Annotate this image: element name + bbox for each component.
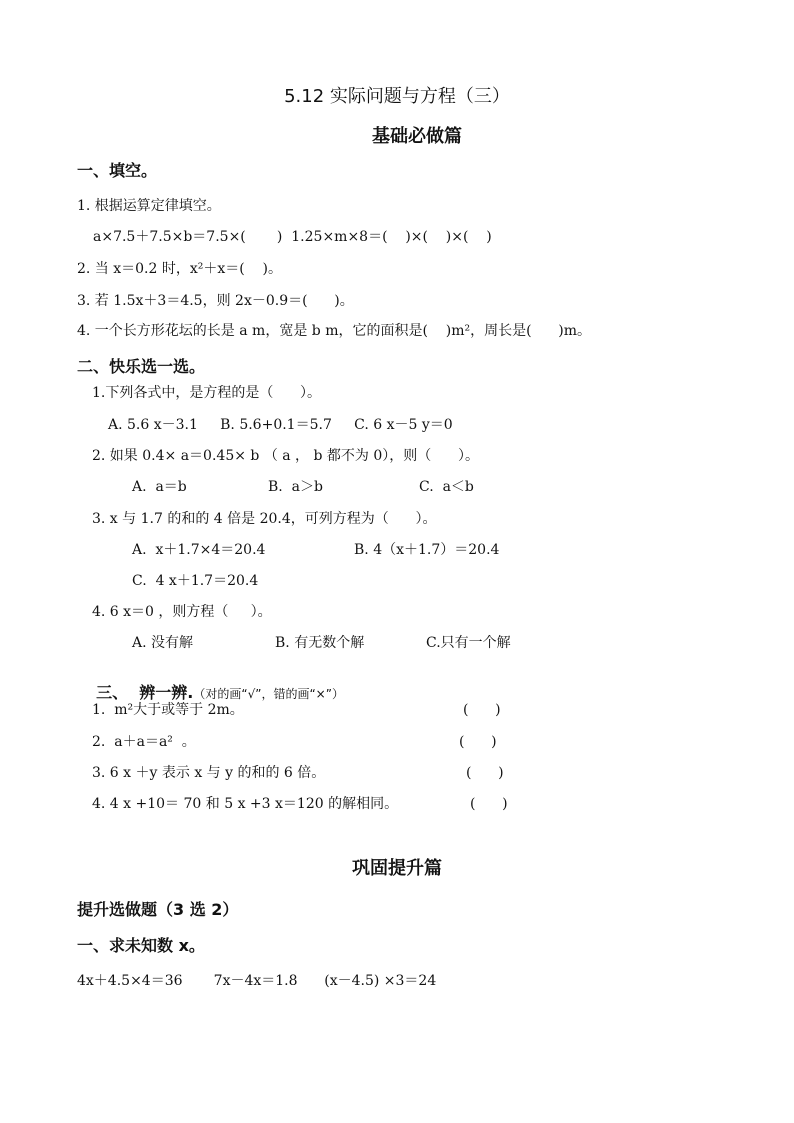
judge-question-2-blank: ( ) [459, 734, 497, 750]
choice-question-4-option-c: C.只有一个解 [426, 635, 511, 651]
choice-question-2-option-a: A. a＝b [132, 479, 187, 495]
choice-question-2: 2. 如果 0.4× a＝0.45× b （ a ， b 都不为 0），则（ ）。 [92, 448, 479, 464]
judge-heading-note: （对的画“√”，错的画“×”） [193, 687, 344, 701]
choice-question-1: 1.下列各式中，是方程的是（ ）。 [92, 385, 322, 401]
fill-question-3: 3. 若 1.5x＋3＝4.5，则 2x－0.9＝( )。 [77, 293, 354, 309]
judge-question-1-blank: ( ) [463, 702, 501, 718]
fill-section-heading: 一、填空。 [77, 161, 158, 180]
solve-section-heading: 一、求未知数 x。 [77, 936, 205, 955]
choice-question-3-option-a: A. x＋1.7×4＝20.4 [132, 542, 266, 558]
fill-question-2: 2. 当 x＝0.2 时，x²＋x＝( )。 [77, 261, 282, 277]
fill-question-4: 4. 一个长方形花坛的长是 a m，宽是 b m，它的面积是( )m²，周长是( )m。 [77, 323, 591, 339]
advanced-subheading: 提升选做题（3 选 2） [77, 900, 239, 919]
choice-question-4-option-b: B. 有无数个解 [275, 635, 365, 651]
choice-section-heading: 二、快乐选一选。 [77, 357, 206, 376]
choice-question-3: 3. x 与 1.7 的和的 4 倍是 20.4，可列方程为（ ）。 [92, 511, 437, 527]
page-title: 5.12 实际问题与方程（三） [284, 86, 510, 107]
choice-question-4: 4. 6 x＝0 ，则方程（ ）。 [92, 604, 272, 620]
solve-equations: 4x＋4.5×4＝36 7x－4x＝1.8 (x－4.5) ×3＝24 [77, 973, 437, 989]
judge-question-4-blank: ( ) [470, 796, 508, 812]
judge-question-1: 1. m²大于或等于 2m。 [92, 702, 244, 718]
choice-question-3-option-c: C. 4 x＋1.7＝20.4 [132, 573, 259, 589]
judge-question-3-blank: ( ) [466, 765, 504, 781]
choice-question-3-option-b: B. 4（x＋1.7）＝20.4 [354, 542, 500, 558]
judge-section-heading [85, 666, 344, 703]
choice-question-2-option-b: B. a＞b [268, 479, 323, 495]
choice-question-1-options: A. 5.6 x－3.1 B. 5.6+0.1＝5.7 C. 6 x－5 y＝0 [108, 417, 453, 433]
fill-question-1: 1. 根据运算定律填空。 [77, 198, 221, 214]
judge-question-3: 3. 6 x ＋y 表示 x 与 y 的和的 6 倍。 [92, 765, 326, 781]
judge-question-2: 2. a＋a＝a² 。 [92, 734, 196, 750]
advanced-heading: 巩固提升篇 [352, 858, 442, 879]
judge-question-4: 4. 4 x +10＝ 70 和 5 x +3 x＝120 的解相同。 [92, 796, 399, 812]
choice-question-2-option-c: C. a＜b [419, 479, 474, 495]
judge-heading-text: 三、 辨一辨. [96, 683, 194, 702]
fill-question-1-items: a×7.5＋7.5×b＝7.5×( ) 1.25×m×8＝( )×( )×( ) [93, 229, 492, 245]
basic-heading: 基础必做篇 [372, 126, 462, 147]
choice-question-4-option-a: A. 没有解 [132, 635, 194, 651]
